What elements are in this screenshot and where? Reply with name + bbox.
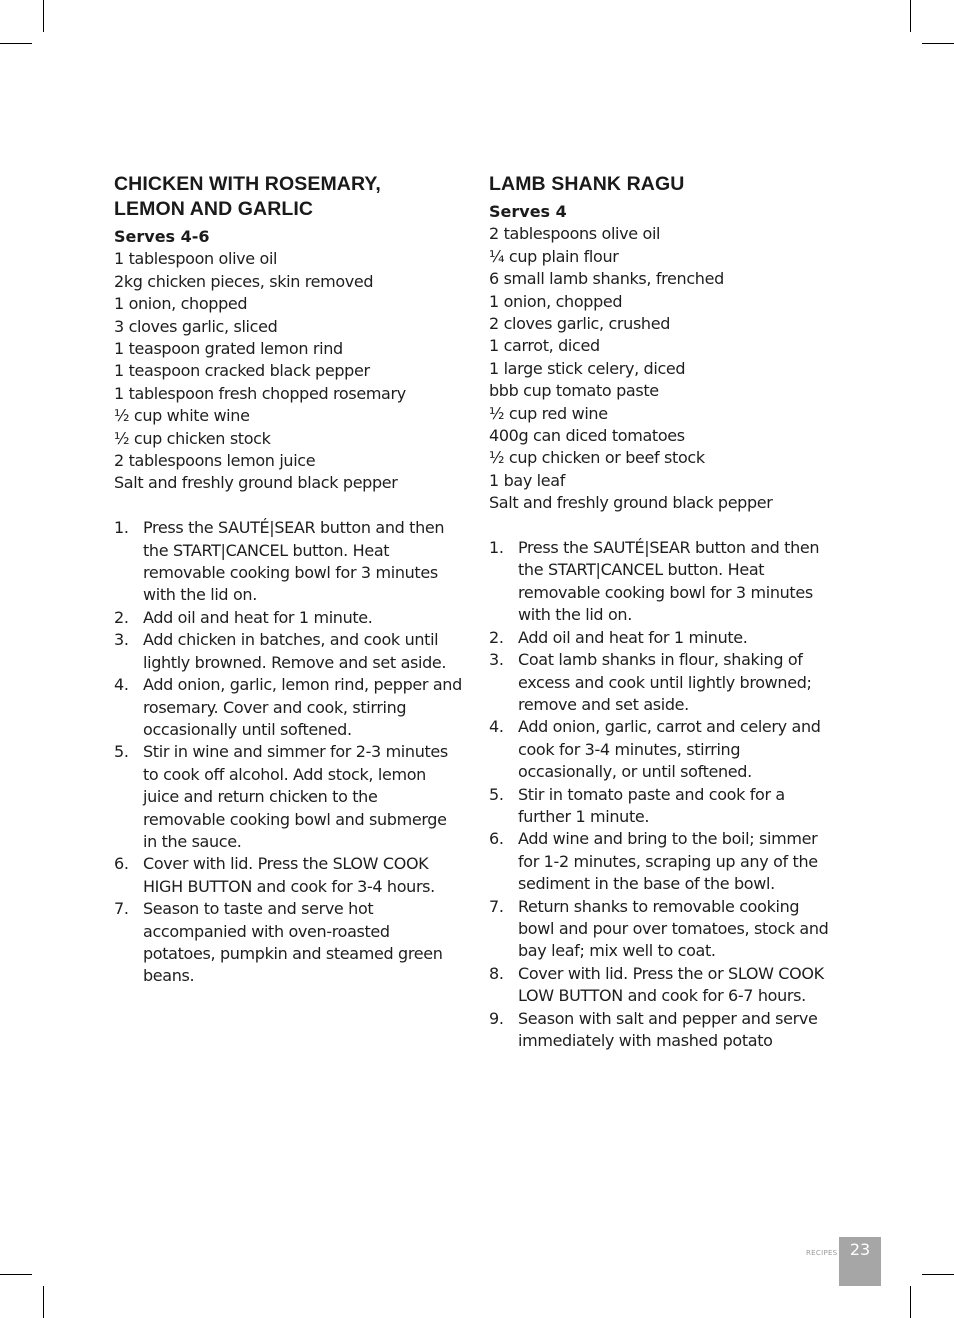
step-text: Add oil and heat for 1 minute. — [518, 627, 748, 647]
recipe-title-line: LAMB SHANK RAGU — [489, 173, 685, 195]
crop-mark — [43, 1286, 44, 1318]
method-step — [489, 537, 839, 627]
ingredient-item: ½ cup chicken or beef stock — [489, 448, 705, 468]
ingredient-item: 2 cloves garlic, crushed — [489, 314, 671, 334]
ingredient-item: 1 bay leaf — [489, 470, 566, 490]
ingredient-list — [489, 223, 839, 514]
method-step — [489, 784, 839, 829]
method-steps — [114, 517, 464, 988]
step-text: Stir in tomato paste and cook for a further 1 minute. — [518, 784, 785, 826]
step-number: 7. — [489, 896, 504, 916]
step-number: 3. — [489, 650, 504, 670]
method-step — [489, 716, 839, 783]
step-text: Coat lamb shanks in flour, shaking of excess and cook until lightly browned; remove and set aside. — [518, 650, 812, 714]
page-number: 23 — [839, 1237, 881, 1286]
step-number: 4. — [114, 675, 129, 695]
step-text: Add onion, garlic, lemon rind, pepper and rosemary. Cover and cook, stirring occasionally until softened. — [143, 675, 462, 739]
ingredient-item: 1 teaspoon cracked black pepper — [114, 361, 370, 381]
step-number: 1. — [489, 538, 504, 558]
ingredient-item: ½ cup chicken stock — [114, 428, 271, 448]
ingredient-item: ¼ cup plain flour — [489, 246, 619, 266]
crop-mark — [910, 1286, 911, 1318]
step-number: 9. — [489, 1008, 504, 1028]
crop-mark — [922, 43, 954, 44]
section-label: RECIPES — [806, 1249, 838, 1257]
ingredient-item: 400g can diced tomatoes — [489, 426, 685, 446]
step-text: Add oil and heat for 1 minute. — [143, 607, 373, 627]
method-step — [489, 627, 839, 649]
method-step — [114, 674, 464, 741]
method-step — [489, 963, 839, 1008]
crop-mark — [43, 0, 44, 32]
method-step — [114, 607, 464, 629]
step-number: 5. — [489, 784, 504, 804]
step-text: Add chicken in batches, and cook until lightly browned. Remove and set aside. — [143, 630, 447, 672]
step-text: Cover with lid. Press the SLOW COOK HIGH BUTTON and cook for 3-4 hours. — [143, 854, 435, 896]
step-text: Cover with lid. Press the or SLOW COOK LOW BUTTON and cook for 6-7 hours. — [518, 963, 824, 1006]
method-step — [489, 828, 839, 895]
serves-label: Serves 4-6 — [114, 227, 210, 246]
step-number: 8. — [489, 963, 504, 983]
method-step — [114, 517, 464, 607]
ingredient-item: bbb cup tomato paste — [489, 381, 659, 401]
ingredient-list — [114, 248, 464, 494]
step-text: Press the SAUTÉ|SEAR button and then the START|CANCEL button. Heat removable cooking bowl for 3 minutes with the lid on. — [143, 518, 445, 605]
method-step — [114, 853, 464, 898]
ingredient-item: 2 tablespoons olive oil — [489, 224, 661, 244]
step-text: Season to taste and serve hot accompanied with oven-roasted potatoes, pumpkin and steamed green beans. — [143, 899, 443, 986]
crop-mark — [922, 1274, 954, 1275]
step-number: 4. — [489, 717, 504, 737]
method-step — [489, 1008, 839, 1053]
crop-mark — [910, 0, 911, 32]
method-step — [114, 741, 464, 853]
method-steps — [489, 537, 839, 1052]
ingredient-item: 1 teaspoon grated lemon rind — [114, 339, 343, 359]
serves-label: Serves 4 — [489, 202, 567, 221]
recipe-title — [489, 172, 839, 197]
step-number: 2. — [489, 627, 504, 647]
recipe-title-line: CHICKEN WITH ROSEMARY, — [114, 173, 381, 195]
method-step — [114, 898, 464, 988]
step-text: Press the SAUTÉ|SEAR button and then the START|CANCEL button. Heat removable cooking bowl for 3 minutes with the lid on. — [518, 538, 820, 625]
ingredient-item: 1 onion, chopped — [489, 291, 623, 311]
crop-mark — [0, 1274, 32, 1275]
method-step — [489, 896, 839, 963]
ingredient-item: 1 onion, chopped — [114, 294, 248, 314]
method-step — [489, 649, 839, 716]
step-number: 7. — [114, 899, 129, 919]
step-number: 5. — [114, 742, 129, 762]
step-text: Season with salt and pepper and serve immediately with mashed potato — [518, 1008, 818, 1051]
step-text: Add onion, garlic, carrot and celery and cook for 3-4 minutes, stirring occasionally, or until softened. — [518, 717, 821, 782]
ingredient-item: 1 large stick celery, diced — [489, 358, 686, 378]
ingredient-item: 2 tablespoons lemon juice — [114, 451, 316, 471]
step-number: 6. — [114, 854, 129, 874]
ingredient-item: 6 small lamb shanks, frenched — [489, 269, 724, 289]
ingredient-item: 3 cloves garlic, sliced — [114, 316, 278, 336]
ingredient-item: 1 tablespoon fresh chopped rosemary — [114, 383, 406, 403]
recipe-chicken — [114, 172, 464, 988]
ingredient-item: Salt and freshly ground black pepper — [489, 493, 773, 513]
step-text: Add wine and bring to the boil; simmer for 1-2 minutes, scraping up any of the sediment in the base of the bowl. — [518, 829, 818, 894]
ingredient-item: 1 tablespoon olive oil — [114, 249, 278, 269]
recipe-title — [114, 172, 464, 222]
crop-mark — [0, 43, 32, 44]
ingredient-item: Salt and freshly ground black pepper — [114, 473, 398, 493]
step-text: Stir in wine and simmer for 2-3 minutes to cook off alcohol. Add stock, lemon juice and return chicken to the removable cooking bowl and submerge in the sauce. — [143, 742, 448, 851]
ingredient-item: ½ cup white wine — [114, 406, 250, 426]
ingredient-item: 1 carrot, diced — [489, 336, 600, 356]
step-number: 1. — [114, 518, 129, 538]
step-number: 2. — [114, 607, 129, 627]
ingredient-item: 2kg chicken pieces, skin removed — [114, 271, 374, 291]
method-step — [114, 629, 464, 674]
recipe-lamb — [489, 172, 839, 1052]
step-number: 6. — [489, 829, 504, 849]
recipe-title-line: LEMON AND GARLIC — [114, 198, 314, 220]
step-text: Return shanks to removable cooking bowl and pour over tomatoes, stock and bay leaf; mix well to coat. — [518, 896, 829, 961]
ingredient-item: ½ cup red wine — [489, 403, 608, 423]
step-number: 3. — [114, 630, 129, 650]
